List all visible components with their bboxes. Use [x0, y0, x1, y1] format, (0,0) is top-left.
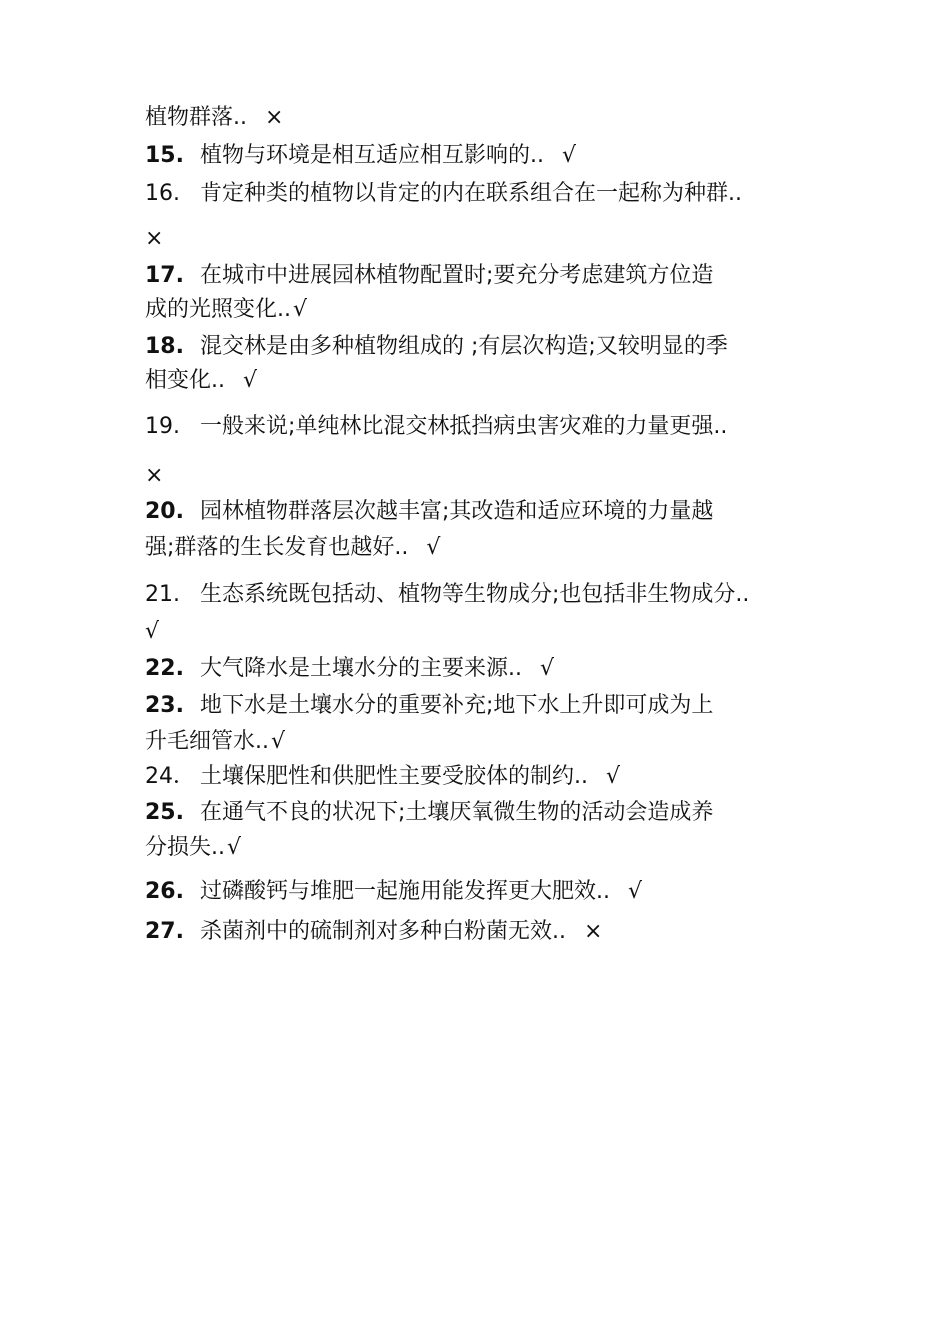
item-line	[145, 763, 805, 791]
item-number: 26.	[145, 879, 184, 904]
item-text: 成的光照变化..	[145, 297, 291, 322]
item-text: 在城市中进展园林植物配置时;要充分考虑建筑方位造	[200, 263, 714, 288]
answer-mark: √	[271, 729, 286, 754]
answer-mark: √	[145, 619, 160, 644]
answer-mark: ×	[265, 105, 284, 130]
answer-mark: √	[426, 535, 441, 560]
answer-mark: √	[293, 297, 308, 322]
item-number: 27.	[145, 919, 184, 944]
item-line	[145, 296, 805, 324]
item-line	[145, 367, 805, 395]
item-text: 植物群落..	[145, 105, 247, 130]
item-text: 生态系统既包括动、植物等生物成分;也包括非生物成分..	[200, 582, 750, 607]
item-number: 15.	[145, 143, 184, 168]
answer-mark: √	[628, 879, 643, 904]
answer-mark: √	[562, 143, 577, 168]
item-text: 园林植物群落层次越丰富;其改造和适应环境的力量越	[200, 499, 714, 524]
answer-mark: √	[227, 835, 242, 860]
item-number: 20.	[145, 499, 184, 524]
item-line	[145, 834, 805, 862]
item-line	[145, 413, 805, 441]
item-line	[145, 581, 805, 609]
item-line	[145, 225, 805, 253]
item-text: 肯定种类的植物以肯定的内在联系组合在一起称为种群..	[200, 181, 742, 206]
item-line	[145, 799, 805, 827]
item-text: 杀菌剂中的硫制剂对多种白粉菌无效..	[200, 919, 566, 944]
item-text: 植物与环境是相互适应相互影响的..	[200, 143, 544, 168]
item-line	[145, 498, 805, 526]
item-number: 16.	[145, 181, 180, 206]
item-number: 25.	[145, 800, 184, 825]
item-text: 一般来说;单纯林比混交林抵挡病虫害灾难的力量更强..	[200, 414, 728, 439]
item-line	[145, 655, 805, 683]
item-text: 在通气不良的状况下;土壤厌氧微生物的活动会造成养	[200, 800, 714, 825]
item-line	[145, 104, 805, 132]
item-text: 相变化..	[145, 368, 225, 393]
item-text: 大气降水是土壤水分的主要来源..	[200, 656, 522, 681]
item-number: 24．	[145, 764, 195, 789]
item-text: 分损失..	[145, 835, 225, 860]
item-text: 混交林是由多种植物组成的 ;有层次构造;又较明显的季	[200, 334, 728, 359]
item-number: 23.	[145, 693, 184, 718]
item-line	[145, 180, 805, 208]
item-number: 17.	[145, 263, 184, 288]
item-number: 19.	[145, 414, 180, 439]
item-number: 18.	[145, 334, 184, 359]
answer-mark: ×	[145, 226, 164, 251]
item-line	[145, 692, 805, 720]
item-line	[145, 918, 805, 946]
item-line	[145, 534, 805, 562]
item-line	[145, 618, 805, 646]
answer-mark: ×	[584, 919, 603, 944]
item-number: 22.	[145, 656, 184, 681]
item-text: 地下水是土壤水分的重要补充;地下水上升即可成为上	[200, 693, 714, 718]
item-text: 强;群落的生长发育也越好..	[145, 535, 409, 560]
item-line	[145, 462, 805, 490]
item-line	[145, 728, 805, 756]
item-number: 21.	[145, 582, 180, 607]
answer-mark: √	[606, 764, 621, 789]
answer-mark: √	[243, 368, 258, 393]
item-line	[145, 878, 805, 906]
item-text: 升毛细管水..	[145, 729, 269, 754]
item-text: 土壤保肥性和供肥性主要受胶体的制约..	[200, 764, 588, 789]
item-text: 过磷酸钙与堆肥一起施用能发挥更大肥效..	[200, 879, 610, 904]
item-line	[145, 142, 805, 170]
item-line	[145, 262, 805, 290]
answer-mark: √	[540, 656, 555, 681]
item-line	[145, 333, 805, 361]
answer-mark: ×	[145, 463, 164, 488]
